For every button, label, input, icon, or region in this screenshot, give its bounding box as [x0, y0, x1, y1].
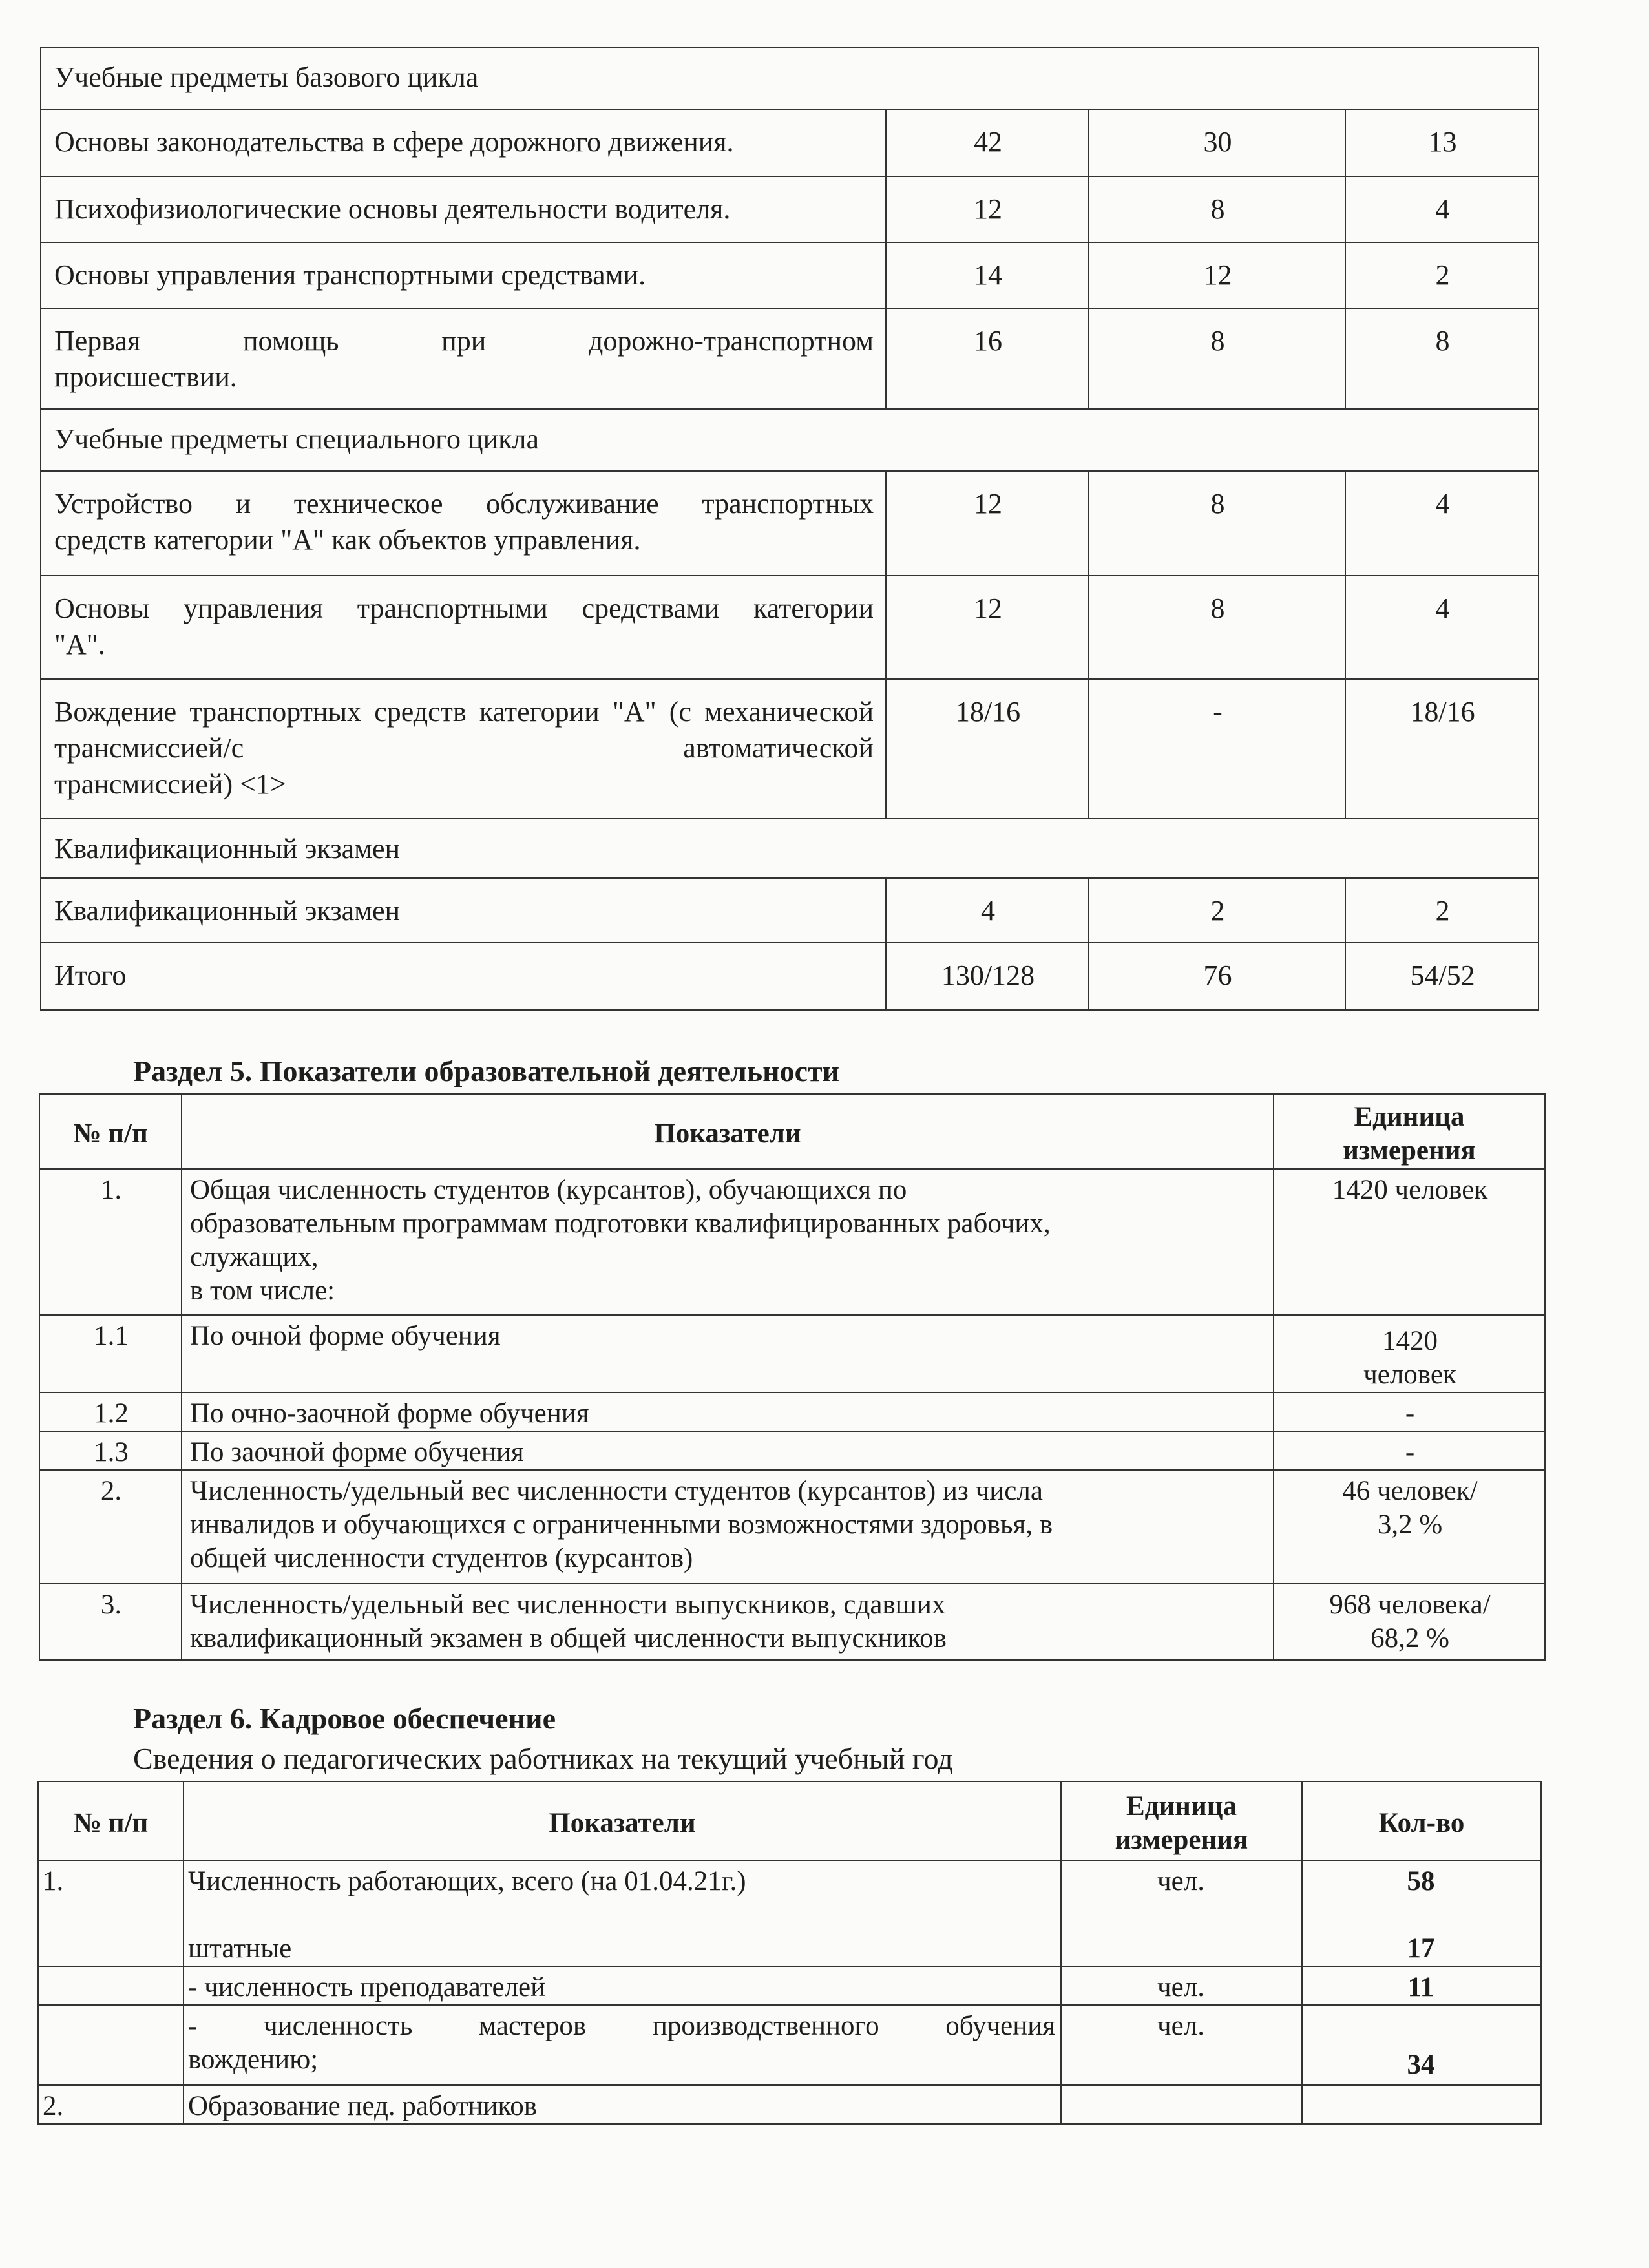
hours-total: 12 [886, 471, 1089, 576]
table-row [39, 1431, 1545, 1470]
table-header-row [38, 1781, 1541, 1860]
header-unit-line: измерения [1343, 1135, 1476, 1166]
unit-line: 1420 [1382, 1326, 1438, 1356]
subject-name-line: "А". [54, 629, 105, 660]
hours-theory: 8 [1089, 576, 1345, 679]
row-num: 1.1 [39, 1315, 182, 1392]
hours-practice: 13 [1345, 109, 1539, 176]
indicator-text [184, 1860, 1061, 1966]
unit-line: 3,2 % [1377, 1509, 1443, 1540]
subject-name-line: происшествии. [54, 361, 237, 393]
text-line: По очно-заочной форме обучения [190, 1398, 589, 1429]
text-line: Численность/удельный вес численности выпускников, сдавших [190, 1590, 946, 1620]
unit-value: чел. [1061, 2005, 1302, 2085]
unit-value [1274, 1315, 1545, 1392]
table-row [41, 176, 1539, 242]
curriculum-table [40, 47, 1539, 1011]
staff-table [37, 1781, 1542, 2125]
header-indicator: Показатели [182, 1094, 1274, 1169]
unit-line: человек [1363, 1360, 1456, 1390]
table-row [41, 471, 1539, 576]
header-num: № п/п [38, 1781, 184, 1860]
row-num: 1.2 [39, 1392, 182, 1431]
text-line: вождению; [188, 2044, 319, 2075]
table-header-row [39, 1094, 1545, 1169]
qty-value [1302, 1860, 1541, 1966]
text-line: общей численности студентов (курсантов) [190, 1543, 693, 1573]
indicators-table [39, 1093, 1546, 1661]
table-row [41, 308, 1539, 409]
table-row [41, 679, 1539, 819]
subject-name [41, 308, 886, 409]
hours-total: 12 [886, 576, 1089, 679]
text-line: Численность работающих, всего (на 01.04.21г.) [188, 1866, 746, 1896]
hours-practice: 4 [1345, 176, 1539, 242]
subject-name-line: механической трансмиссией/с автоматической [54, 696, 874, 764]
qty-value: 34 [1302, 2005, 1541, 2085]
subject-name: Основы управления транспортными средствами. [41, 242, 886, 308]
table-row [41, 576, 1539, 679]
text-line: инвалидов и обучающихся с ограниченными возможностями здоровья, в [190, 1509, 1053, 1540]
header-unit [1061, 1781, 1302, 1860]
hours-theory: 8 [1089, 176, 1345, 242]
header-unit-line: Единица [1126, 1791, 1237, 1822]
hours-theory: 30 [1089, 109, 1345, 176]
unit-line: 46 человек/ [1342, 1476, 1478, 1506]
hours-total: 42 [886, 109, 1089, 176]
indicator-text [182, 1392, 1274, 1431]
subject-name [41, 471, 886, 576]
indicator-text [182, 1315, 1274, 1392]
qty-value: 11 [1302, 1966, 1541, 2005]
table-section-row [41, 819, 1539, 878]
indicator-text: - численность преподавателей [184, 1966, 1061, 2005]
section-label: Учебные предметы базового цикла [41, 47, 1539, 109]
text-line: - численность мастеров производственного обучения [188, 2011, 1055, 2041]
text-line: в том числе: [190, 1276, 335, 1306]
hours-theory: 8 [1089, 308, 1345, 409]
unit-line: 968 человека/ [1329, 1590, 1491, 1620]
table-row [41, 109, 1539, 176]
section-label: Учебные предметы специального цикла [41, 409, 1539, 471]
qty-line: 58 [1407, 1866, 1435, 1896]
unit-value [1274, 1470, 1545, 1584]
subject-name: Основы законодательства в сфере дорожного движения. [41, 109, 886, 176]
unit-line: 1420 человек [1332, 1175, 1488, 1205]
qty-line: 17 [1407, 1933, 1435, 1964]
table-row [39, 1392, 1545, 1431]
row-num: 1. [38, 1860, 184, 1966]
hours-total: 16 [886, 308, 1089, 409]
indicator-text [182, 1431, 1274, 1470]
hours-theory: 8 [1089, 471, 1345, 576]
table-row [41, 242, 1539, 308]
row-num: 3. [39, 1584, 182, 1660]
table-row [39, 1470, 1545, 1584]
text-line: образовательным программам подготовки квалифицированных рабочих, [190, 1208, 1051, 1239]
hours-practice: 8 [1345, 308, 1539, 409]
text-line: штатные [188, 1933, 292, 1964]
header-indicator: Показатели [184, 1781, 1061, 1860]
table-row [38, 1860, 1541, 1966]
row-num: 2. [39, 1470, 182, 1584]
table-total-row [41, 943, 1539, 1010]
text-line: Численность/удельный вес численности студентов (курсантов) из числа [190, 1476, 1043, 1506]
indicator-text [182, 1584, 1274, 1660]
table-row [38, 2085, 1541, 2124]
header-unit [1274, 1094, 1545, 1169]
subject-name-line: трансмиссией) <1> [54, 768, 286, 800]
hours-total: 4 [886, 878, 1089, 943]
hours-theory: 76 [1089, 943, 1345, 1010]
unit-value [1274, 1584, 1545, 1660]
table-section-row [41, 409, 1539, 471]
hours-theory: 2 [1089, 878, 1345, 943]
unit-value [1274, 1431, 1545, 1470]
table-row [38, 1966, 1541, 2005]
table-section-row [41, 47, 1539, 109]
table-row [39, 1584, 1545, 1660]
section6-subtitle: Сведения о педагогических работниках на текущий учебный год [133, 1742, 953, 1775]
row-num: 1. [39, 1169, 182, 1315]
subject-name-line: Основы управления транспортными средствами категории [54, 593, 874, 624]
unit-value [1274, 1392, 1545, 1431]
row-num: 2. [38, 2085, 184, 2124]
hours-practice: 4 [1345, 576, 1539, 679]
table-row [41, 878, 1539, 943]
unit-value [1061, 2085, 1302, 2124]
table-row [39, 1169, 1545, 1315]
header-qty: Кол-во [1302, 1781, 1541, 1860]
indicator-text [182, 1169, 1274, 1315]
hours-total: 18/16 [886, 679, 1089, 819]
unit-value [1274, 1169, 1545, 1315]
unit-line: - [1405, 1398, 1415, 1429]
text-line: По заочной форме обучения [190, 1437, 524, 1467]
unit-line: - [1405, 1437, 1415, 1467]
text-line: служащих, [190, 1242, 319, 1272]
hours-practice: 4 [1345, 471, 1539, 576]
indicator-text [184, 2005, 1061, 2085]
text-line: По очной форме обучения [190, 1321, 501, 1351]
section-label: Квалификационный экзамен [41, 819, 1539, 878]
subject-name-line: Вождение транспортных средств категории "А" (с [54, 696, 691, 728]
table-row [38, 2005, 1541, 2085]
indicator-text [182, 1470, 1274, 1584]
subject-name: Квалификационный экзамен [41, 878, 886, 943]
hours-practice: 54/52 [1345, 943, 1539, 1010]
indicator-text: Образование пед. работников [184, 2085, 1061, 2124]
subject-name-line: Устройство и техническое обслуживание транспортных [54, 488, 874, 520]
header-unit-line: Единица [1354, 1102, 1465, 1132]
section6-title: Раздел 6. Кадровое обеспечение [133, 1702, 556, 1735]
subject-name-line: средств категории "А" как объектов управления. [54, 524, 641, 556]
hours-total: 14 [886, 242, 1089, 308]
row-num [38, 1966, 184, 2005]
total-label: Итого [41, 943, 886, 1010]
hours-practice: 2 [1345, 242, 1539, 308]
section5-title: Раздел 5. Показатели образовательной деятельности [133, 1055, 840, 1087]
text-line: Общая численность студентов (курсантов), обучающихся по [190, 1175, 907, 1205]
subject-name [41, 679, 886, 819]
subject-name: Психофизиологические основы деятельности водителя. [41, 176, 886, 242]
unit-value: чел. [1061, 1966, 1302, 2005]
hours-total: 130/128 [886, 943, 1089, 1010]
unit-line: 68,2 % [1371, 1623, 1449, 1654]
subject-name-line: Первая помощь при дорожно-транспортном [54, 325, 874, 357]
text-line: квалификационный экзамен в общей численности выпускников [190, 1623, 947, 1654]
row-num [38, 2005, 184, 2085]
hours-total: 12 [886, 176, 1089, 242]
row-num: 1.3 [39, 1431, 182, 1470]
subject-name [41, 576, 886, 679]
hours-theory: - [1089, 679, 1345, 819]
header-unit-line: измерения [1115, 1825, 1248, 1855]
unit-value: чел. [1061, 1860, 1302, 1966]
hours-practice: 2 [1345, 878, 1539, 943]
hours-theory: 12 [1089, 242, 1345, 308]
hours-practice: 18/16 [1345, 679, 1539, 819]
table-row [39, 1315, 1545, 1392]
qty-value [1302, 2085, 1541, 2124]
header-num: № п/п [39, 1094, 182, 1169]
